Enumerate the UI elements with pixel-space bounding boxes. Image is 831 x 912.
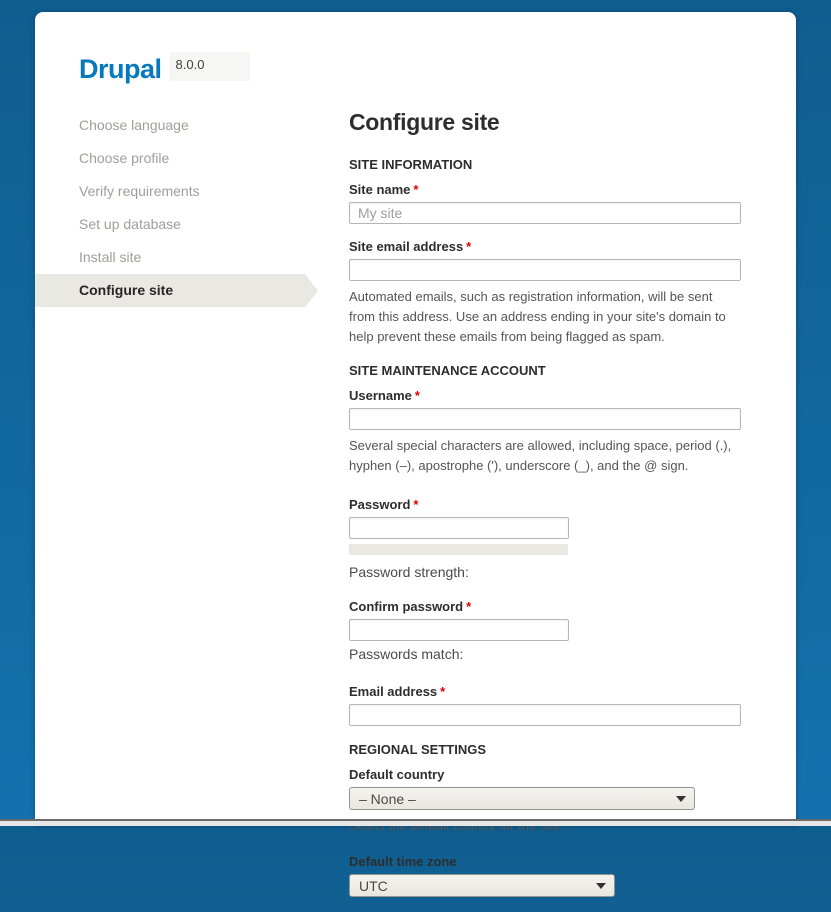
step-install-site: Install site: [79, 249, 142, 265]
password-strength-label: Password strength:: [349, 564, 469, 580]
passwords-match-label: Passwords match:: [349, 646, 464, 662]
section-title-site-information: SITE INFORMATION: [349, 157, 473, 172]
step-verify-requirements: Verify requirements: [79, 183, 200, 199]
password-input[interactable]: [349, 517, 569, 539]
section-title-maintenance-account: SITE MAINTENANCE ACCOUNT: [349, 363, 546, 378]
page-title: Configure site: [349, 109, 500, 135]
drupal-version-text: 8.0.0: [175, 57, 205, 72]
site-email-label: Site email address *: [349, 239, 472, 254]
section-title-regional-settings: REGIONAL SETTINGS: [349, 742, 486, 757]
field-default-timezone: [349, 854, 741, 897]
field-site-name: [349, 182, 741, 224]
chevron-down-icon: [676, 796, 686, 802]
site-name-label: Site name *: [349, 182, 419, 197]
drupal-logo: [79, 54, 250, 85]
default-country-select[interactable]: [349, 787, 695, 810]
username-input[interactable]: [349, 408, 741, 430]
password-label: Password *: [349, 497, 419, 512]
drupal-version-badge: [170, 52, 251, 81]
step-set-up-database: Set up database: [79, 216, 181, 232]
field-confirm-password: [349, 599, 741, 662]
confirm-password-label: Confirm password *: [349, 599, 472, 614]
account-email-input[interactable]: [349, 704, 741, 726]
site-name-input[interactable]: [349, 202, 741, 224]
required-asterisk: *: [466, 239, 472, 254]
default-timezone-select[interactable]: [349, 874, 615, 897]
field-username: [349, 388, 741, 476]
required-asterisk: *: [413, 182, 419, 197]
installer-card: [35, 12, 796, 894]
required-asterisk: *: [440, 684, 446, 699]
step-choose-profile: Choose profile: [79, 150, 170, 166]
default-country-label: Default country: [349, 767, 445, 782]
field-site-email: [349, 239, 741, 347]
site-email-input[interactable]: [349, 259, 741, 281]
required-asterisk: *: [466, 599, 472, 614]
default-timezone-selected-value: UTC: [359, 877, 388, 894]
field-account-email: [349, 684, 741, 726]
step-choose-language: Choose language: [79, 117, 189, 133]
field-password: [349, 497, 741, 580]
chevron-down-icon: [596, 883, 606, 889]
default-country-selected-value: – None –: [359, 790, 416, 807]
username-description: Several special characters are allowed, including space, period (.), hyphen (–), apostrophe ('), underscore (_), and the @ sign.: [349, 438, 732, 473]
configure-site-form: [349, 109, 741, 912]
required-asterisk: *: [414, 388, 420, 403]
site-email-description: Automated emails, such as registration information, will be sent from this address. Use an address ending in your site's domain to help prevent these emails from being flagged as spam.: [349, 289, 726, 344]
step-configure-site: Configure site: [35, 274, 305, 307]
required-asterisk: *: [413, 497, 419, 512]
username-label: Username *: [349, 388, 420, 403]
account-email-label: Email address *: [349, 684, 446, 699]
drupal-logo-text: Drupal: [79, 54, 162, 84]
password-strength-bar: [349, 544, 568, 555]
default-timezone-label: Default time zone: [349, 854, 457, 869]
confirm-password-input[interactable]: [349, 619, 569, 641]
window-bottom-strip: [0, 821, 831, 826]
install-steps-list: [35, 109, 335, 307]
